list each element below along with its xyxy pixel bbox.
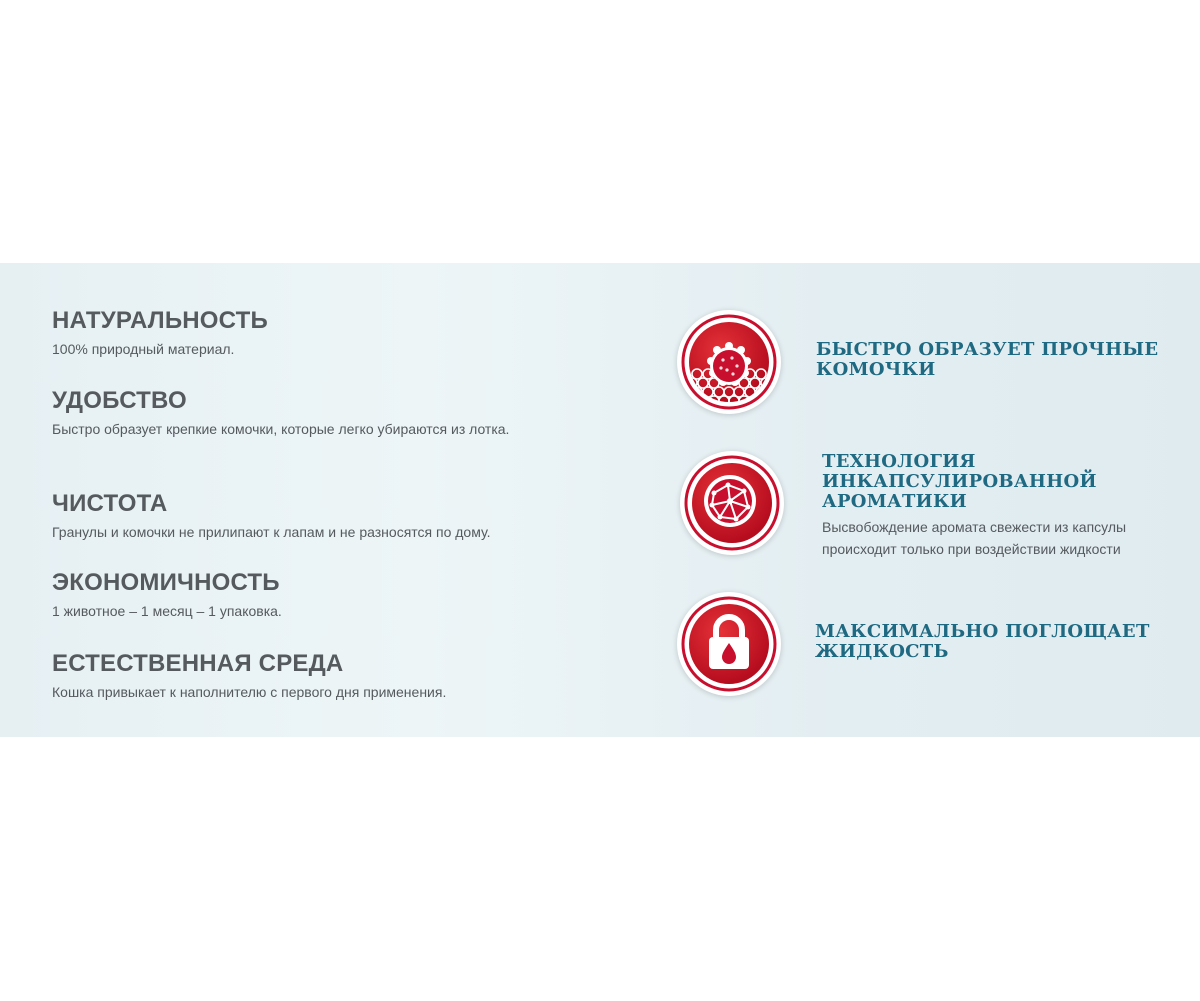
benefit-title-line: ИНКАПСУЛИРОВАННОЙ [822,471,1097,492]
features-band [0,263,1200,737]
clump-icon [677,310,781,414]
benefit-title-absorption [815,622,1150,662]
network-sphere-icon [680,451,784,555]
benefit-title-line: АРОМАТИКИ [822,491,967,512]
feature-text: 1 животное – 1 месяц – 1 упаковка. [52,603,282,619]
feature-title: ЭКОНОМИЧНОСТЬ [52,569,280,596]
feature-title: ЧИСТОТА [52,490,168,517]
feature-text: Быстро образует крепкие комочки, которые легко убираются из лотка. [52,421,510,437]
feature-cleanliness [52,490,572,544]
feature-text: Кошка привыкает к наполнителю с первого дня применения. [52,684,447,700]
feature-economy [52,569,572,623]
feature-convenience [52,387,572,441]
benefit-title-line: БЫСТРО ОБРАЗУЕТ ПРОЧНЫЕ [816,339,1159,360]
benefit-title-clumps [816,340,1158,380]
benefit-desc-line: происходит только при воздействии жидкости [822,541,1121,557]
benefit-title-aromatics [822,452,1097,512]
benefit-title-line: КОМОЧКИ [816,359,936,380]
feature-text: 100% природный материал. [52,341,235,357]
benefit-title-line: МАКСИМАЛЬНО ПОГЛОЩАЕТ [815,621,1150,642]
benefit-title-line: ТЕХНОЛОГИЯ [822,451,976,472]
feature-text: Гранулы и комочки не прилипают к лапам и не разносятся по дому. [52,524,491,540]
feature-title: ЕСТЕСТВЕННАЯ СРЕДА [52,650,344,677]
feature-title: УДОБСТВО [52,387,187,414]
feature-natural-environment [52,650,572,704]
lock-drop-icon [677,592,781,696]
benefit-title-line: ЖИДКОСТЬ [815,641,949,662]
feature-naturalness [52,307,572,361]
benefit-desc-line: Высвобождение аромата свежести из капсулы [822,519,1127,535]
benefit-desc-aromatics [822,516,1126,560]
feature-title: НАТУРАЛЬНОСТЬ [52,307,268,334]
